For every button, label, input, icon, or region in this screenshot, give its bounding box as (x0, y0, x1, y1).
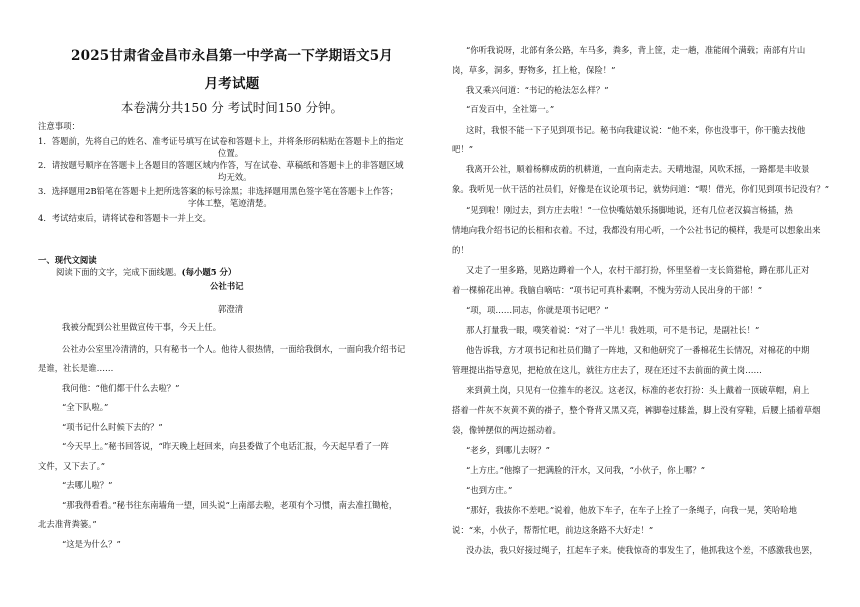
section-heading: 一、现代文阅读 (38, 255, 97, 265)
right-paragraph: 那人打量我一眼，噗笑着说：“对了一半儿！我姓项，可不是书记，是副社长！” (466, 325, 760, 335)
right-paragraph: “上方庄。”他擦了一把满脸的汗水，又问我，“小伙子，你上哪？” (466, 465, 706, 475)
left-paragraph: 公社办公室里冷清清的，只有秘书一个人。他待人很热情，一面给我倒水，一面向我介绍书记 (62, 344, 406, 354)
instruction-text: 阅读下面的文字，完成下面线题。 (56, 267, 182, 277)
note-item: 3．选择题用2B铅笔在答题卡上把所选答案的标号涂黑；非选择题用黑色签字笔在答题卡上作答； (38, 186, 399, 196)
left-paragraph: 是谁，社长是谁…… (38, 363, 114, 373)
left-paragraph: 文件，又下去了。” (38, 461, 106, 471)
right-paragraph: “老乡，到哪儿去呀？” (466, 445, 550, 455)
left-paragraph: 北去准背粪篓。” (38, 519, 97, 529)
section-instruction (56, 267, 236, 278)
left-paragraph: 我被分配到公社里做宣传干事，今天上任。 (62, 322, 222, 332)
left-paragraph: “今天早上。”秘书回答说，“昨天晚上赶回来，向县委做了个电话汇报，今天起早看了一阵 (62, 441, 389, 451)
right-paragraph: 没办法，我只好接过绳子，扛起车子来。使我惊奇的事发生了，他抓我这个差，不感激我也罢， (466, 545, 818, 555)
note-item: 字体工整，笔迹清楚。 (188, 198, 272, 208)
note-item: 1．答题前，先将自己的姓名、准考证号填写在试卷和答题卡上，并将条形码粘贴在答题卡上的指定 (38, 136, 404, 146)
instruction-points: (每小题5 分） (181, 267, 237, 277)
right-paragraph: 来到黄土岗，只见有一位推车的老汉。这老汉，标准的老农打扮：头上戴着一顶破草帽，肩上 (466, 385, 810, 395)
right-paragraph: 袋，像钟摆似的两边摇动着。 (452, 425, 561, 435)
right-paragraph: “百发百中，全社第一。” (466, 104, 555, 114)
left-paragraph: 我问他：“他们都干什么去啦？” (62, 383, 180, 393)
right-paragraph: 我又乘兴问道：“书记的枪法怎么样？” (466, 85, 609, 95)
exam-subtitle: 本卷满分共150 分 考试时间150 分钟。 (120, 100, 344, 115)
right-paragraph: 搭着一件灰不灰黄不黄的褂子，整个脊背又黑又亮，裤脚卷过膝盖，脚上没有穿鞋，后腰上插着草烟 (452, 405, 821, 415)
right-paragraph: “你听我说呀，北部有条公路，车马多，粪多，背上筐，走一趟，准能闹个满载；南部有片山 (466, 45, 806, 55)
right-paragraph: 岗，草多，洞多，野物多，扛上枪，保险！” (452, 65, 616, 75)
left-paragraph: “那我得看看。”秘书往东南墙角一望，回头说“上南部去啦，老项有个习惯，南去准扛锄枪， (62, 500, 398, 510)
right-paragraph: 情地向我介绍书记的长相和衣着。不过，我都没有用心听，一个公社书记的模样，我是可以想象出来 (452, 225, 821, 235)
right-paragraph: 吧！” (452, 144, 474, 154)
right-paragraph: “见到啦！刚过去，到方庄去啦！”一位快嘴姑娘乐扬脚地说，还有几位老汉搞言杨插，热 (466, 205, 793, 215)
right-paragraph: 着一棵棉花出神。我脑自嘀咕：“项书记可真朴素啊，不愧为劳动人民出身的干部！” (452, 285, 763, 295)
exam-title-line2: 月考试题 (204, 76, 260, 92)
left-paragraph: “去哪儿啦？” (62, 480, 113, 490)
notes-heading: 注意事项： (38, 121, 80, 131)
note-item: 位置。 (218, 148, 244, 158)
right-paragraph: 这时，我恨不能一下子见到项书记。秘书向我建议说：“他不来，你也没事干，你干脆去找他 (466, 125, 806, 135)
story-author: 郭澄清 (218, 304, 244, 314)
note-item: 2．请按题号顺序在答题卡上各题目的答题区域内作答，写在试卷、草稿纸和答题卡上的非答题区域 (38, 160, 404, 170)
note-item: 4．考试结束后，请将试卷和答题卡一并上交。 (38, 213, 211, 223)
left-paragraph: “项书记什么时候下去的？” (62, 422, 163, 432)
exam-title-line1: 2025甘肃省金昌市永昌第一中学高一下学期语文5月 (71, 48, 393, 64)
right-paragraph: “也到方庄。” (466, 485, 513, 495)
left-paragraph: “这是为什么？” (62, 539, 121, 549)
note-item: 均无效。 (218, 172, 252, 182)
right-paragraph: “那好，我拔你不差吧。”说着，他放下车子，在车子上拴了一条绳子，向我一晃，笑哈哈地 (466, 505, 797, 515)
story-title: 公社书记 (210, 281, 244, 291)
right-paragraph: 说：“来，小伙子，帮帮忙吧，前边这条路不大好走！” (452, 525, 654, 535)
right-paragraph: 他告诉我，方才项书记和社员们锄了一阵地，又和他研究了一番棉花生长情况，对棉花的中期 (466, 345, 810, 355)
right-paragraph: 的！ (452, 245, 469, 255)
left-paragraph: “全下队啦。” (62, 402, 109, 412)
right-paragraph: 我离开公社，顺着杨柳成荫的机耕道，一直向南走去。天晴地湿，风吹禾摇，一路都是丰收景 (466, 164, 810, 174)
right-paragraph: 象。我听见一伙干活的社员们，好像是在议论项书记，就势问道：“喂！借光，你们见到项书记没有？” (452, 184, 830, 194)
right-paragraph: 管理提出指导意见，把枪放在这儿，就往方庄去了，现在还过不去前面的黄土岗…… (452, 365, 762, 375)
right-paragraph: 又走了一里多路，见路边蹲着一个人，农村干部打扮，怀里坚着一支长筒猎枪，蹲在那儿正对 (466, 265, 810, 275)
right-paragraph: “项，项……同志，你就是项书记吧？” (466, 305, 609, 315)
